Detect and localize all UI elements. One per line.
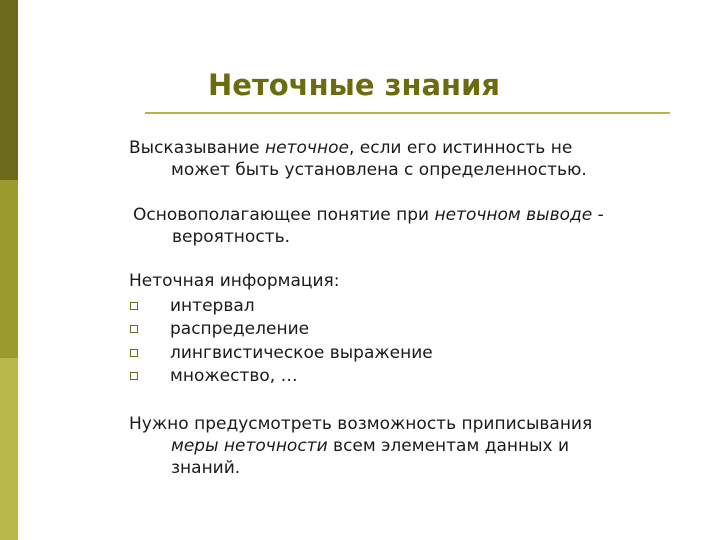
paragraph-continuation: вероятность. (172, 227, 290, 247)
italic-term: неточном выводе (434, 205, 593, 225)
paragraph-text: - (592, 205, 604, 225)
paragraph-text: Основополагающее понятие при (133, 205, 435, 225)
paragraph-continuation: может быть установлена с определенностью. (171, 160, 587, 180)
info-list (129, 294, 433, 388)
sidebar-segment-bottom (0, 358, 18, 540)
paragraph-definition (129, 137, 587, 181)
info-heading: Неточная информация: (129, 271, 340, 291)
square-bullet-icon (130, 372, 138, 380)
slide-title: Неточные знания (208, 68, 501, 102)
title-underline (145, 112, 670, 114)
paragraph-continuation (129, 435, 592, 457)
paragraph-concept (133, 204, 604, 248)
paragraph-text: всем элементам данных и (327, 436, 570, 456)
italic-term: неточное (265, 138, 349, 158)
italic-term: меры неточности (171, 436, 328, 456)
paragraph-continuation: знаний. (171, 458, 241, 478)
list-item-label: множество, … (170, 366, 298, 387)
paragraph-text: , если его истинность не (348, 138, 573, 158)
list-item (129, 341, 433, 365)
list-item (129, 365, 433, 389)
paragraph-requirement (129, 413, 592, 479)
list-item-label: интервал (170, 295, 255, 316)
square-bullet-icon (130, 325, 138, 333)
list-item-label: лингвистическое выражение (170, 342, 433, 363)
sidebar-segment-middle (0, 180, 18, 358)
paragraph-text: Высказывание (129, 138, 266, 158)
paragraph-text: Нужно предусмотреть возможность приписывания (129, 414, 593, 434)
list-item-label: распределение (170, 319, 310, 340)
square-bullet-icon (130, 349, 138, 357)
list-item (129, 294, 433, 318)
list-item (129, 318, 433, 342)
sidebar-segment-top (0, 0, 18, 180)
square-bullet-icon (130, 302, 138, 310)
